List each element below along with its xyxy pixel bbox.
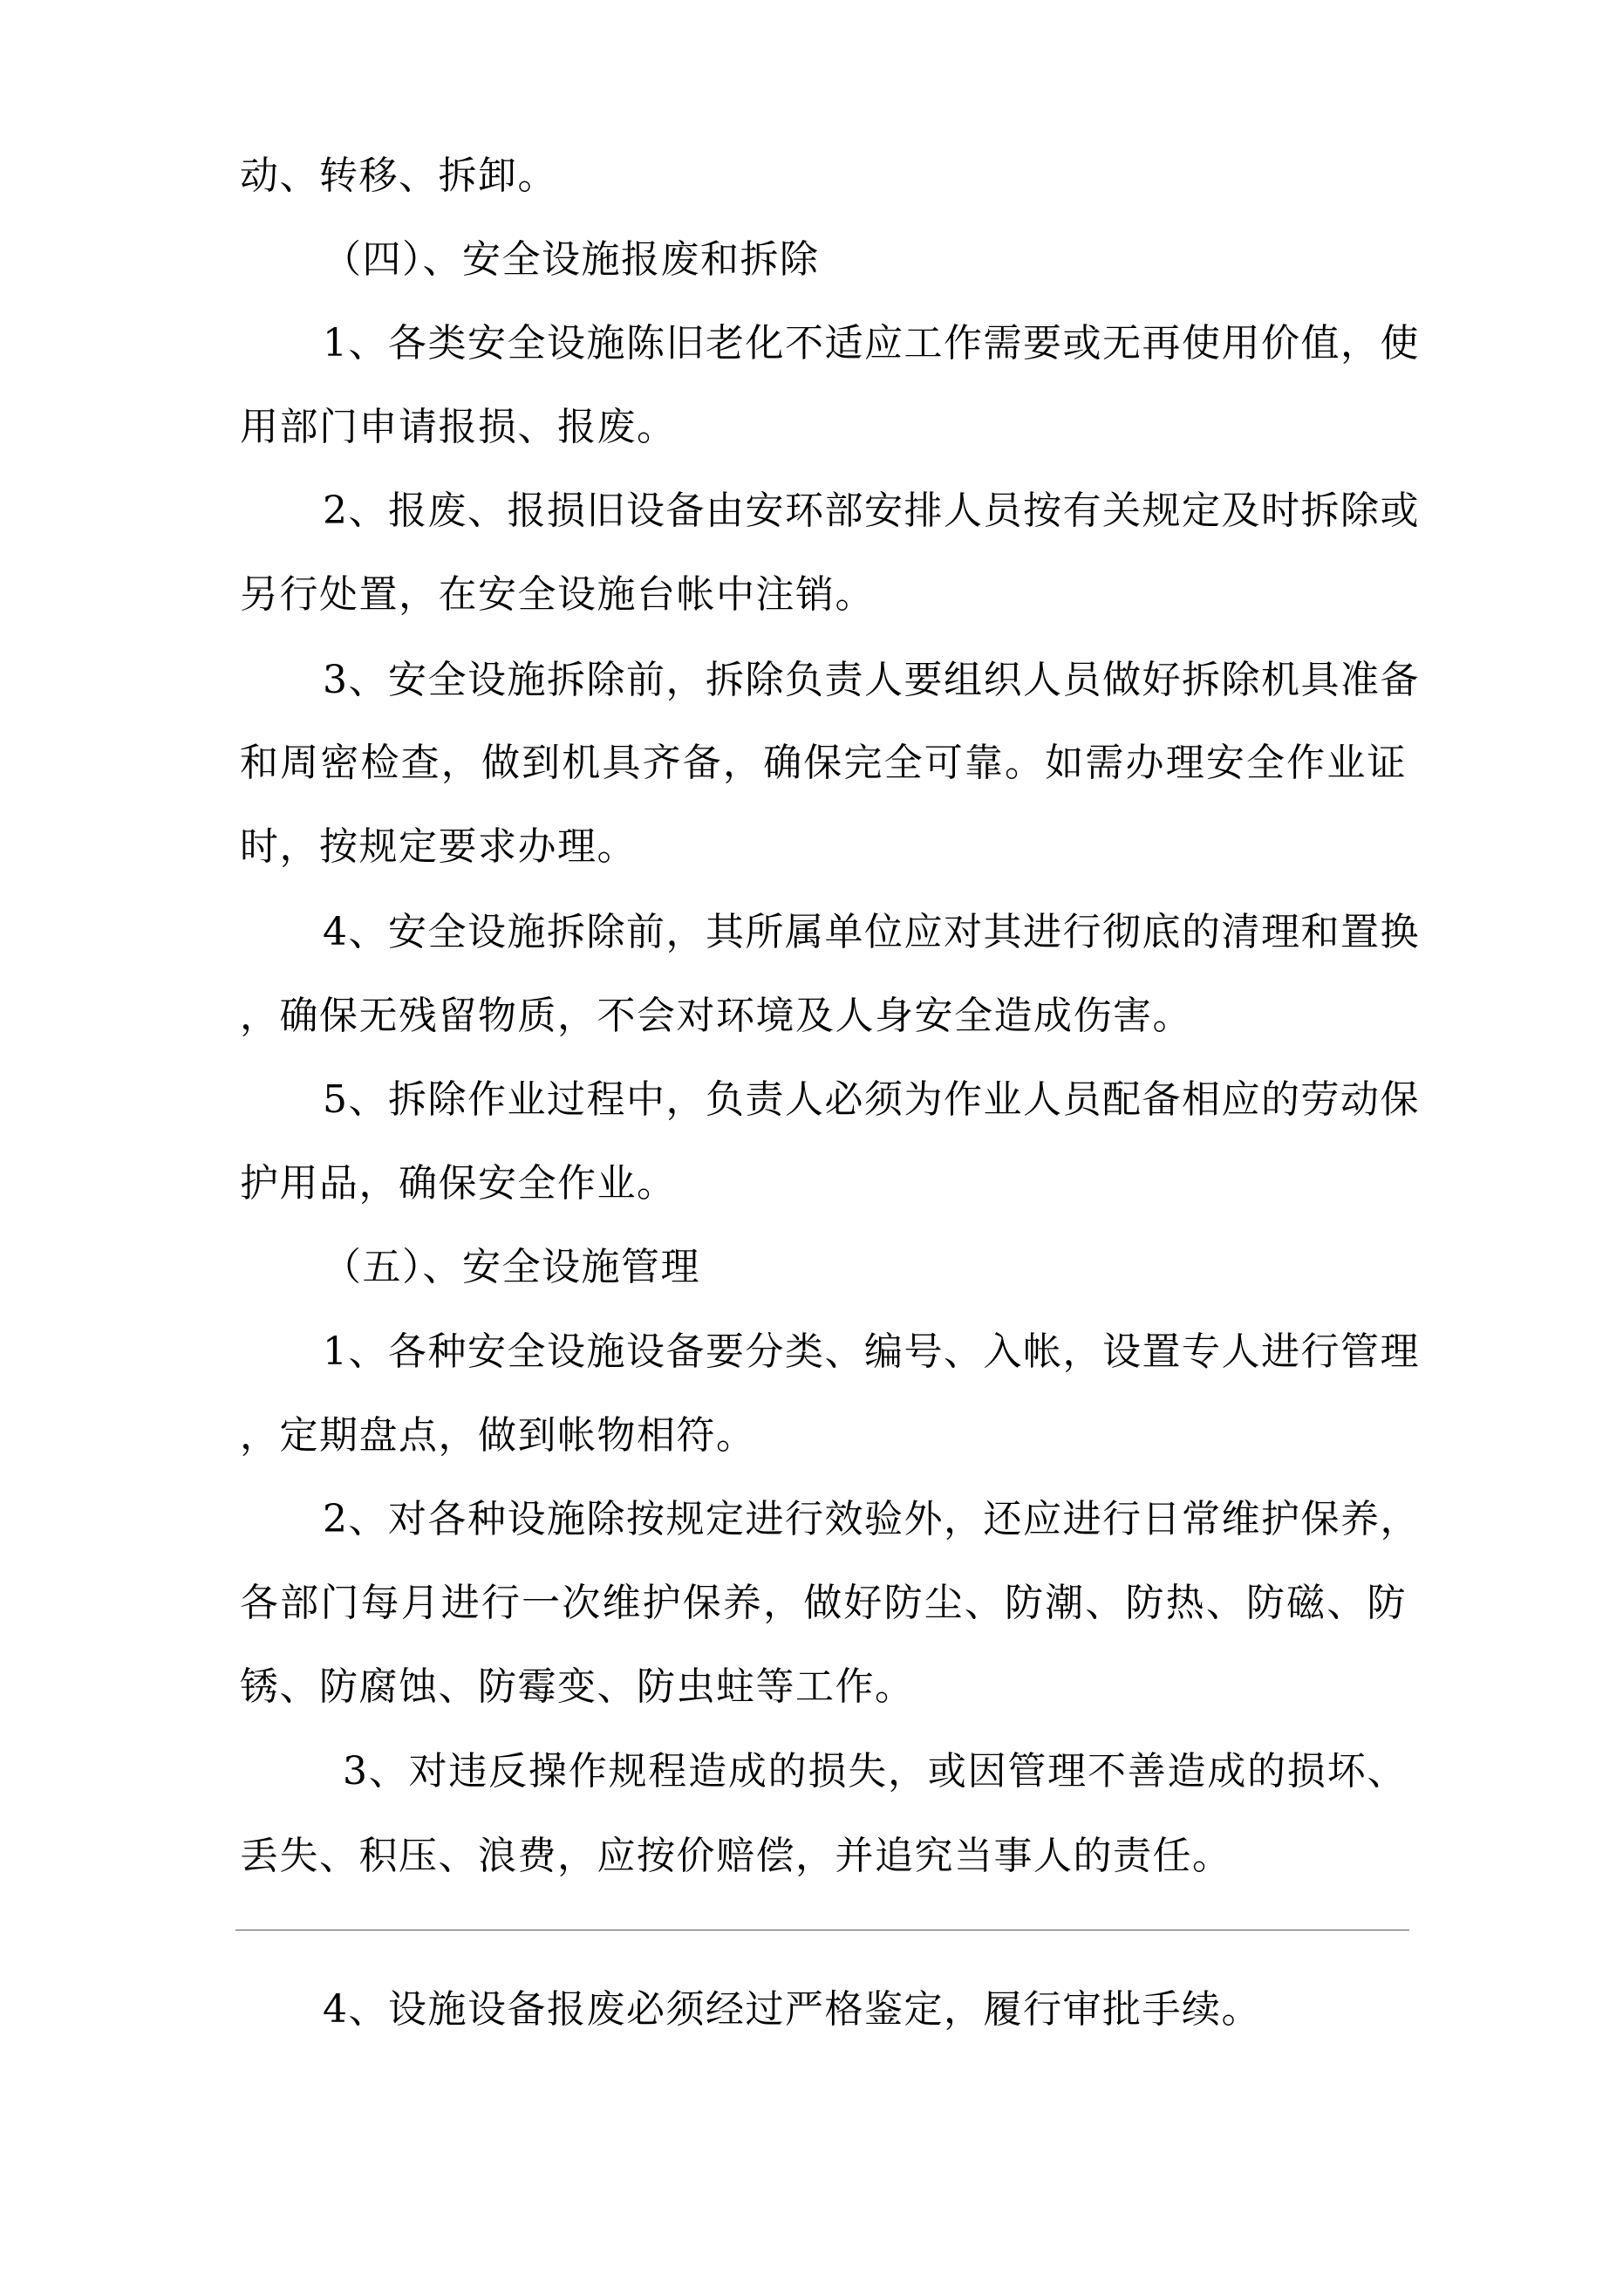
- section-heading: （四）、安全设施报废和拆除: [323, 237, 820, 282]
- text-line: 2、对各种设施除按规定进行效验外，还应进行日常维护保养，: [323, 1497, 1420, 1541]
- text-line: 丢失、积压、浪费，应按价赔偿，并追究当事人的责任。: [240, 1834, 1232, 1878]
- text-line: 5、拆除作业过程中，负责人必须为作业人员配备相应的劳动保: [323, 1077, 1420, 1122]
- text-line: 动、转移、拆卸。: [240, 154, 557, 198]
- text-line: 时，按规定要求办理。: [240, 824, 637, 869]
- text-line: 用部门申请报损、报废。: [240, 405, 677, 449]
- text-line: 3、对违反操作规程造成的损失，或因管理不善造成的损坏、: [343, 1749, 1407, 1794]
- text-line: 1、各种安全设施设备要分类、编号、入帐，设置专人进行管理: [323, 1329, 1420, 1374]
- text-line: ，定期盘点，做到帐物相符。: [240, 1413, 756, 1458]
- text-line: 1、各类安全设施陈旧老化不适应工作需要或无再使用价值，使: [323, 321, 1420, 366]
- text-line: 3、安全设施拆除前，拆除负责人要组织人员做好拆除机具准备: [323, 658, 1420, 702]
- text-line: ，确保无残留物质，不会对环境及人身安全造成伤害。: [240, 994, 1192, 1038]
- text-line: 锈、防腐蚀、防霉变、防虫蛀等工作。: [240, 1664, 915, 1709]
- text-line: 护用品，确保安全作业。: [240, 1161, 677, 1206]
- text-line: 和周密检查，做到机具齐备，确保完全可靠。如需办理安全作业证: [240, 741, 1407, 785]
- text-line: 4、安全设施拆除前，其所属单位应对其进行彻底的清理和置换: [323, 910, 1420, 954]
- text-line: 4、设施设备报废必须经过严格鉴定，履行审批手续。: [323, 1987, 1261, 2032]
- section-heading: （五）、安全设施管理: [323, 1245, 700, 1289]
- text-line: 各部门每月进行一次维护保养，做好防尘、防潮、防热、防磁、防: [240, 1581, 1407, 1625]
- text-line: 2、报废、报损旧设备由安环部安排人员按有关规定及时拆除或: [323, 489, 1420, 533]
- text-line: 另行处置，在安全设施台帐中注销。: [240, 572, 875, 617]
